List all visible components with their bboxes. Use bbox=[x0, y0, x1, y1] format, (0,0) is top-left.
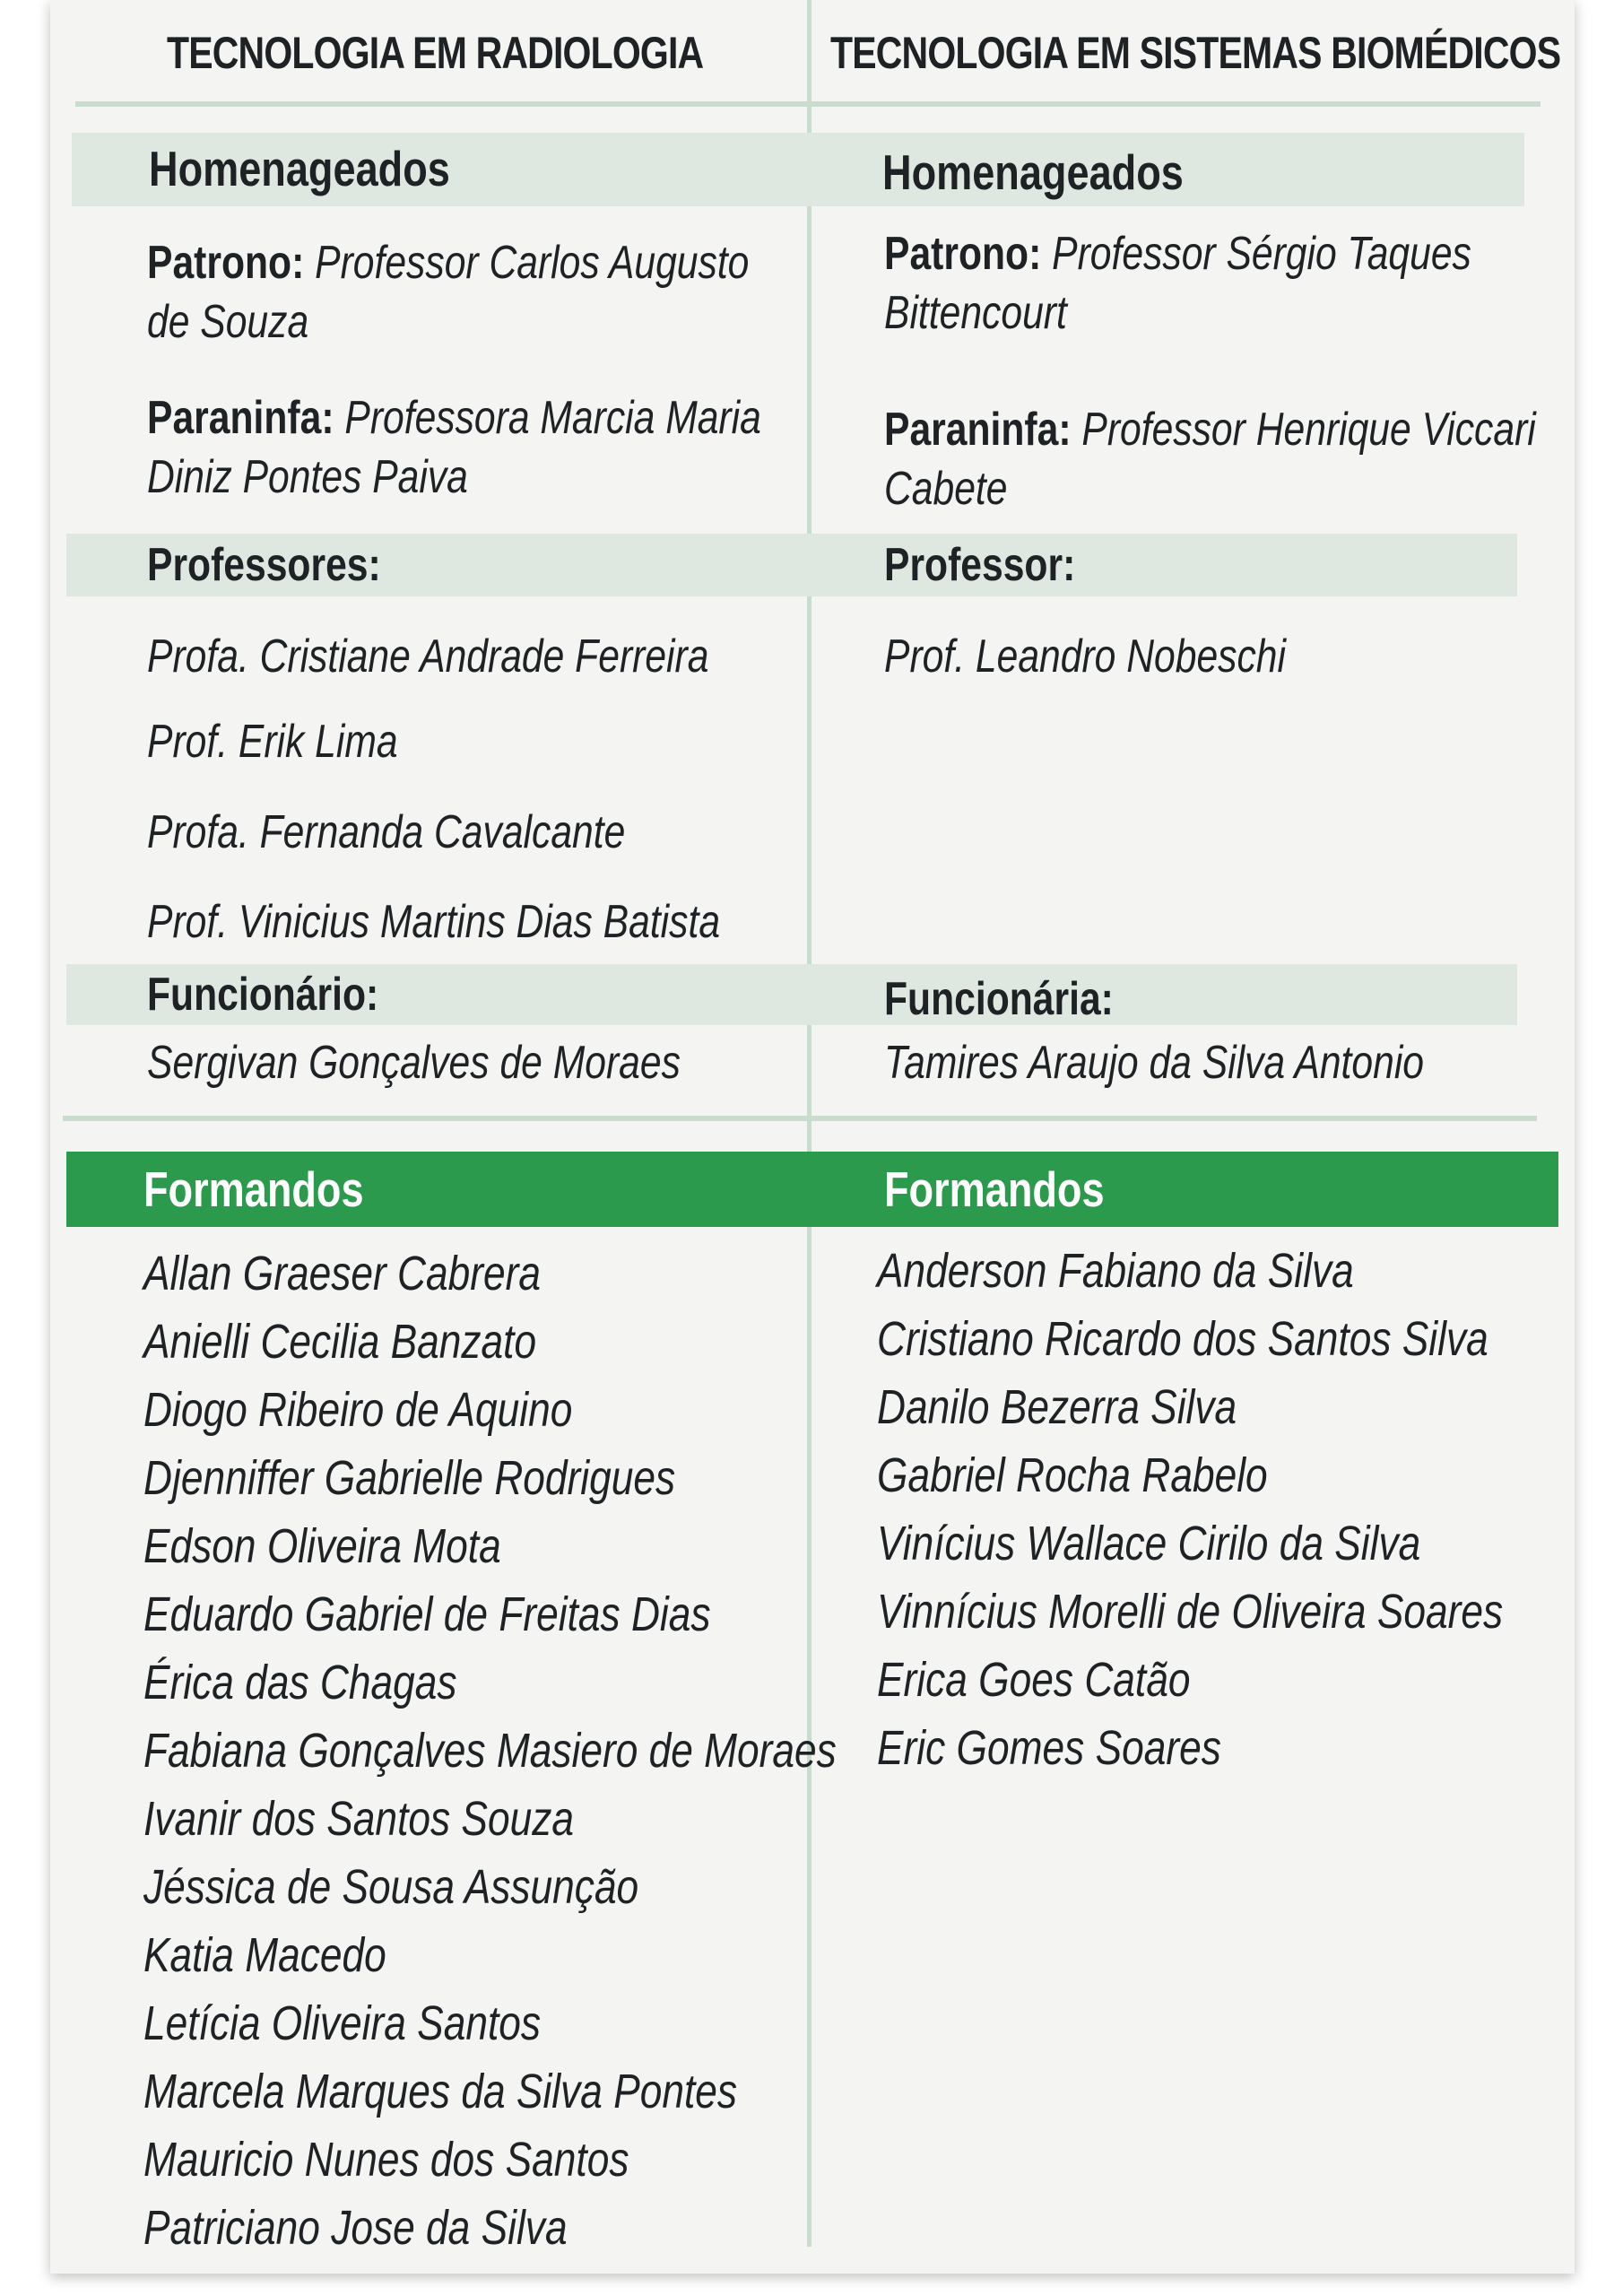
formando-list-item: Ivanir dos Santos Souza bbox=[143, 1792, 574, 1846]
formando-list-item: Cristiano Ricardo dos Santos Silva bbox=[877, 1312, 1488, 1366]
left-formandos-list bbox=[143, 1239, 988, 2262]
patrono-name-line2: Bittencourt bbox=[884, 287, 1067, 339]
formando-list-item: Katia Macedo bbox=[143, 1928, 386, 1982]
formando-list-item: Gabriel Rocha Rabelo bbox=[877, 1448, 1268, 1502]
paraninfa-name-line1: Professor Henrique Viccari bbox=[1081, 404, 1536, 456]
left-professores-label: Professores: bbox=[147, 539, 381, 591]
right-professor-item: Prof. Leandro Nobeschi bbox=[884, 631, 1287, 683]
formando-list-item: Fabiana Gonçalves Masiero de Moraes bbox=[143, 1724, 837, 1778]
left-formandos-heading: Formandos bbox=[143, 1161, 364, 1217]
paraninfa-name-line2: Cabete bbox=[884, 463, 1008, 515]
formando-list-item: Mauricio Nunes dos Santos bbox=[143, 2133, 629, 2187]
left-professor-item: Prof. Vinicius Martins Dias Batista bbox=[147, 896, 721, 948]
left-paraninfa bbox=[147, 388, 761, 507]
patrono-name-line1: Professor Sérgio Taques bbox=[1052, 228, 1471, 280]
left-funcionario-name: Sergivan Gonçalves de Moraes bbox=[147, 1037, 681, 1089]
right-patrono bbox=[884, 224, 1471, 343]
formando-list-item: Djenniffer Gabrielle Rodrigues bbox=[143, 1451, 676, 1505]
formando-list-item: Eric Gomes Soares bbox=[877, 1721, 1221, 1775]
left-patrono bbox=[147, 233, 749, 352]
left-column-title: TECNOLOGIA EM RADIOLOGIA bbox=[167, 28, 704, 78]
paraninfa-label: Paraninfa: bbox=[147, 392, 334, 444]
right-formandos-list bbox=[877, 1237, 1623, 1782]
right-column-title: TECNOLOGIA EM SISTEMAS BIOMÉDICOS bbox=[830, 28, 1561, 78]
right-funcionario-label: Funcionária: bbox=[884, 973, 1114, 1025]
patrono-name-line1: Professor Carlos Augusto bbox=[315, 237, 750, 289]
patrono-label: Patrono: bbox=[884, 228, 1042, 280]
paraninfa-label: Paraninfa: bbox=[884, 404, 1072, 456]
left-homenageados-heading: Homenageados bbox=[149, 141, 450, 196]
formando-list-item: Edson Oliveira Mota bbox=[143, 1519, 501, 1573]
formando-list-item: Anielli Cecilia Banzato bbox=[143, 1315, 537, 1369]
formando-list-item: Érica das Chagas bbox=[143, 1656, 457, 1709]
formando-list-item: Erica Goes Catão bbox=[877, 1653, 1191, 1707]
right-funcionario-name: Tamires Araujo da Silva Antonio bbox=[884, 1037, 1425, 1089]
left-professor-item: Profa. Fernanda Cavalcante bbox=[147, 806, 626, 858]
formando-list-item: Vinícius Wallace Cirilo da Silva bbox=[877, 1517, 1421, 1570]
formando-list-item: Danilo Bezerra Silva bbox=[877, 1380, 1237, 1434]
section-divider bbox=[63, 1116, 1537, 1121]
left-professor-item: Profa. Cristiane Andrade Ferreira bbox=[147, 631, 709, 683]
paraninfa-name-line2: Diniz Pontes Paiva bbox=[147, 451, 468, 503]
formando-list-item: Eduardo Gabriel de Freitas Dias bbox=[143, 1587, 711, 1641]
formando-list-item: Anderson Fabiano da Silva bbox=[877, 1244, 1354, 1298]
formando-list-item: Patriciano Jose da Silva bbox=[143, 2201, 568, 2255]
formando-list-item: Vinnícius Morelli de Oliveira Soares bbox=[877, 1585, 1504, 1639]
right-paraninfa bbox=[884, 400, 1536, 518]
paraninfa-name-line1: Professora Marcia Maria bbox=[344, 392, 761, 444]
left-professor-item: Prof. Erik Lima bbox=[147, 716, 398, 768]
title-underline bbox=[75, 101, 1541, 107]
right-homenageados-heading: Homenageados bbox=[882, 144, 1184, 200]
graduation-page bbox=[50, 0, 1575, 2274]
formando-list-item: Marcela Marques da Silva Pontes bbox=[143, 2065, 738, 2118]
left-funcionario-label: Funcionário: bbox=[147, 969, 379, 1021]
formando-list-item: Letícia Oliveira Santos bbox=[143, 1996, 542, 2050]
formando-list-item: Diogo Ribeiro de Aquino bbox=[143, 1383, 573, 1437]
patrono-label: Patrono: bbox=[147, 237, 305, 289]
right-professores-label: Professor: bbox=[884, 539, 1076, 591]
formando-list-item: Allan Graeser Cabrera bbox=[143, 1247, 542, 1300]
patrono-name-line2: de Souza bbox=[147, 296, 309, 348]
formando-list-item: Jéssica de Sousa Assunção bbox=[143, 1860, 639, 1914]
right-formandos-heading: Formandos bbox=[884, 1161, 1105, 1217]
